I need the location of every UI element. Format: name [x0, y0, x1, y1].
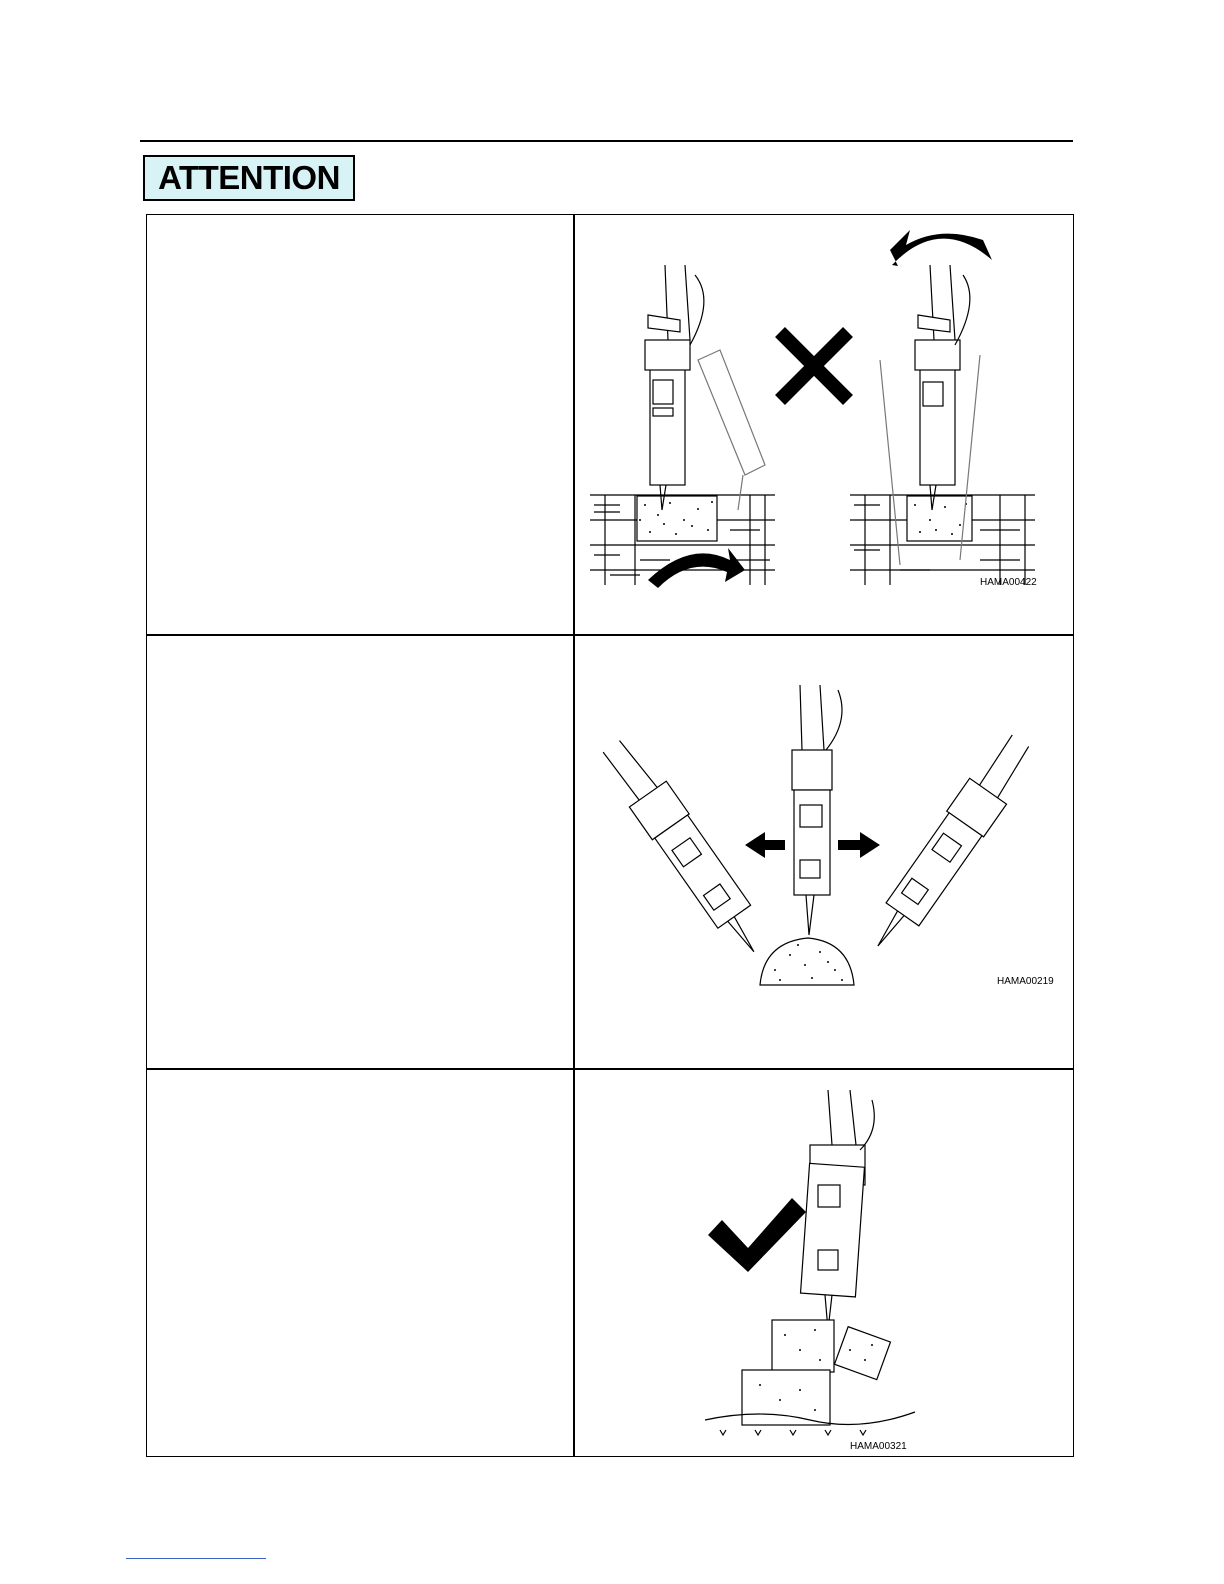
- figure-correct-use: [700, 1090, 920, 1440]
- top-rule: [140, 140, 1073, 142]
- table-column-divider: [573, 214, 575, 1457]
- figure-code-2: HAMA00219: [997, 976, 1054, 987]
- figure-code-3: HAMA00321: [850, 1441, 907, 1452]
- footer-link-underline: [126, 1558, 266, 1559]
- check-mark-icon: [708, 1198, 806, 1272]
- arrow-right-icon: [838, 832, 880, 858]
- swing-arrow-icon: [890, 230, 992, 266]
- table-row-divider: [146, 1068, 1074, 1070]
- attention-label: ATTENTION: [143, 155, 355, 201]
- table-row-divider: [146, 634, 1074, 636]
- figure-striking-angles: [580, 680, 1070, 995]
- cross-mark-icon: [780, 332, 848, 400]
- figure-code-1: HAMA00422: [980, 577, 1037, 588]
- figure-prying: [580, 220, 1070, 630]
- rotate-arrow-icon: [648, 548, 745, 588]
- arrow-left-icon: [745, 832, 785, 858]
